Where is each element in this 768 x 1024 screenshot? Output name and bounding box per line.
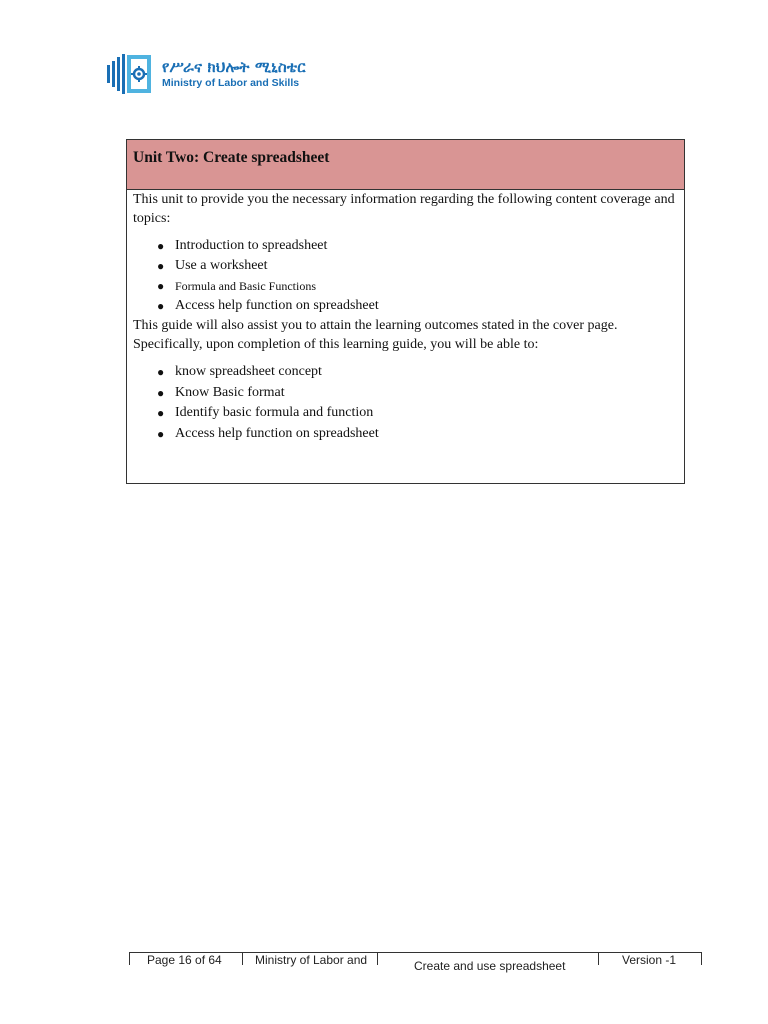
list-item: ● Use a worksheet bbox=[157, 256, 678, 276]
footer-divider bbox=[598, 953, 599, 965]
bullet-icon: ● bbox=[157, 365, 165, 379]
guide-text: This guide will also assist you to attain the learning outcomes stated in the cover page. Specifically, upon completion of this learning guide, you will be able to: bbox=[133, 318, 618, 352]
footer-divider bbox=[377, 953, 378, 965]
footer-course-title: Create and use spreadsheet bbox=[414, 959, 566, 973]
list-item: ● Formula and Basic Functions bbox=[157, 276, 678, 296]
bullet-icon: ● bbox=[157, 426, 165, 441]
page-footer bbox=[129, 952, 702, 973]
list-item: ● Identify basic formula and function bbox=[157, 403, 678, 424]
bullet-icon: ● bbox=[157, 279, 165, 293]
list-item: ● Introduction to spreadsheet bbox=[157, 236, 678, 256]
logo-text bbox=[162, 57, 306, 89]
footer-divider bbox=[701, 953, 702, 965]
bullet-icon: ● bbox=[157, 259, 165, 273]
list-item: ● know spreadsheet concept bbox=[157, 362, 678, 383]
unit-overview-table bbox=[126, 139, 685, 484]
ministry-emblem-icon bbox=[106, 51, 156, 97]
unit-header bbox=[127, 140, 684, 190]
ministry-logo bbox=[106, 50, 318, 98]
bullet-icon: ● bbox=[157, 406, 165, 420]
footer-divider bbox=[242, 953, 243, 965]
footer-divider bbox=[129, 953, 130, 965]
outcomes-list bbox=[133, 362, 678, 444]
bullet-icon: ● bbox=[157, 385, 165, 400]
list-item: ● Access help function on spreadsheet bbox=[157, 296, 678, 316]
logo-amharic-text: የሥራና ክህሎት ሚኒስቴር bbox=[162, 57, 306, 76]
footer-ministry: Ministry of Labor and bbox=[255, 953, 368, 967]
list-item: ● Access help function on spreadsheet bbox=[157, 424, 678, 445]
unit-intro-text: This unit to provide you the necessary information regarding the following content coverage and topics: bbox=[133, 192, 675, 226]
topics-list bbox=[133, 236, 678, 316]
footer-page-number: Page 16 of 64 bbox=[147, 953, 222, 967]
unit-body bbox=[127, 190, 684, 444]
footer-version: Version -1 bbox=[622, 953, 677, 967]
list-item: ● Know Basic format bbox=[157, 383, 678, 404]
bullet-icon: ● bbox=[157, 299, 165, 313]
logo-english-text: Ministry of Labor and Skills bbox=[162, 76, 300, 89]
unit-title: Unit Two: Create spreadsheet bbox=[133, 149, 330, 166]
bullet-icon: ● bbox=[157, 239, 165, 253]
